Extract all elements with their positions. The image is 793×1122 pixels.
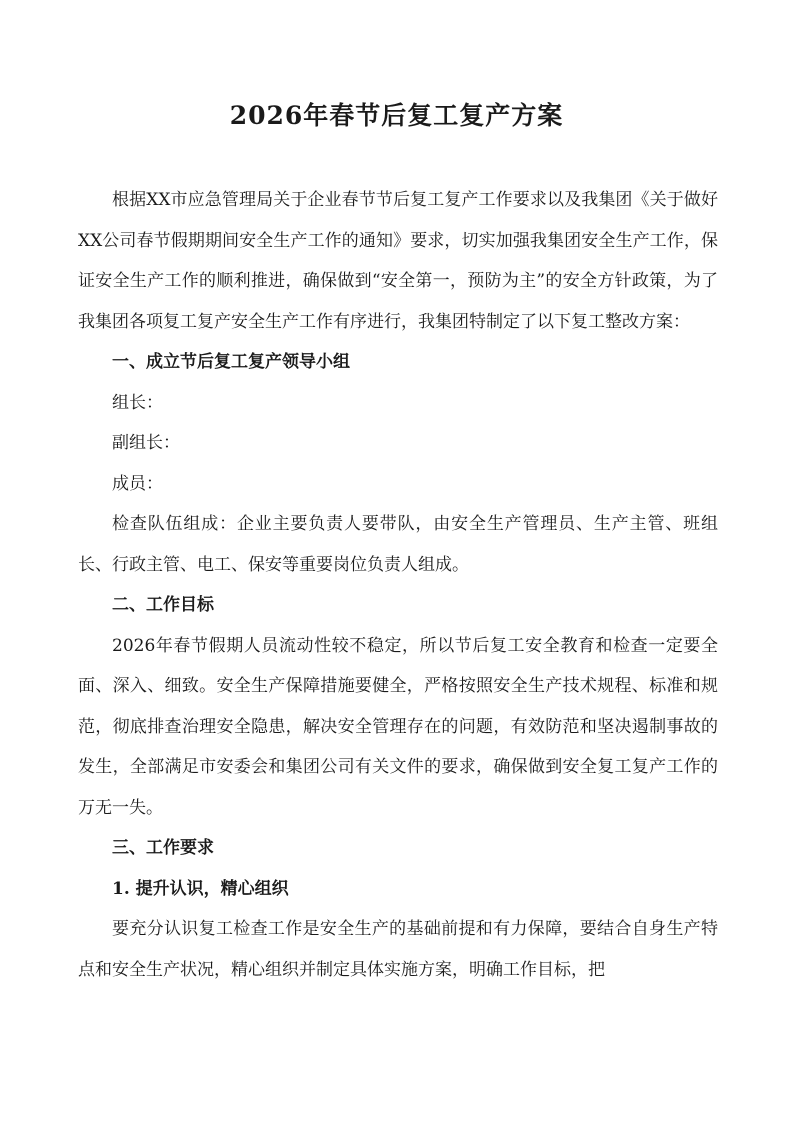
- awareness-paragraph: 要充分认识复工检查工作是安全生产的基础前提和有力保障，要结合自身生产特点和安全生产状况，精心组织并制定具体实施方案，明确工作目标，把: [78, 919, 718, 980]
- leader-line: 组长：: [112, 392, 163, 413]
- subsection-heading-awareness: 1. 提升认识，精心组织: [112, 878, 289, 899]
- deputy-leader-line: 副组长：: [112, 433, 180, 453]
- document-title: 2026年春节后复工复产方案: [229, 101, 564, 130]
- section-heading-work-goals: 二、工作目标: [112, 595, 214, 615]
- members-line: 成员：: [112, 473, 163, 494]
- intro-paragraph: 根据XX市应急管理局关于企业春节节后复工复产工作要求以及我集团《关于做好XX公司春节假期期间安全生产工作的通知》要求，切实加强我集团安全生产工作，保证安全生产工作的顺利推进，确保做到“安全第一，预防为主”的安全方针政策，为了我集团各项复工复产安全生产工作有序进行，我集团特制定了以下复工整改方案：: [78, 190, 718, 332]
- section-heading-leadership-group: 一、成立节后复工复产领导小组: [112, 352, 350, 372]
- inspection-team-paragraph: 检查队伍组成：企业主要负责人要带队，由安全生产管理员、生产主管、班组长、行政主管、电工、保安等重要岗位负责人组成。: [78, 514, 718, 575]
- document-body: [78, 180, 718, 990]
- work-goals-paragraph: 2026年春节假期人员流动性较不稳定，所以节后复工安全教育和检查一定要全面、深入、细致。安全生产保障措施要健全，严格按照安全生产技术规程、标准和规范，彻底排查治理安全隐患，解决安全管理存在的问题，有效防范和坚决遏制事故的发生，全部满足市安委会和集团公司有关文件的要求，确保做到安全复工复产工作的万无一失。: [78, 635, 718, 818]
- section-heading-work-requirements: 三、工作要求: [112, 838, 214, 858]
